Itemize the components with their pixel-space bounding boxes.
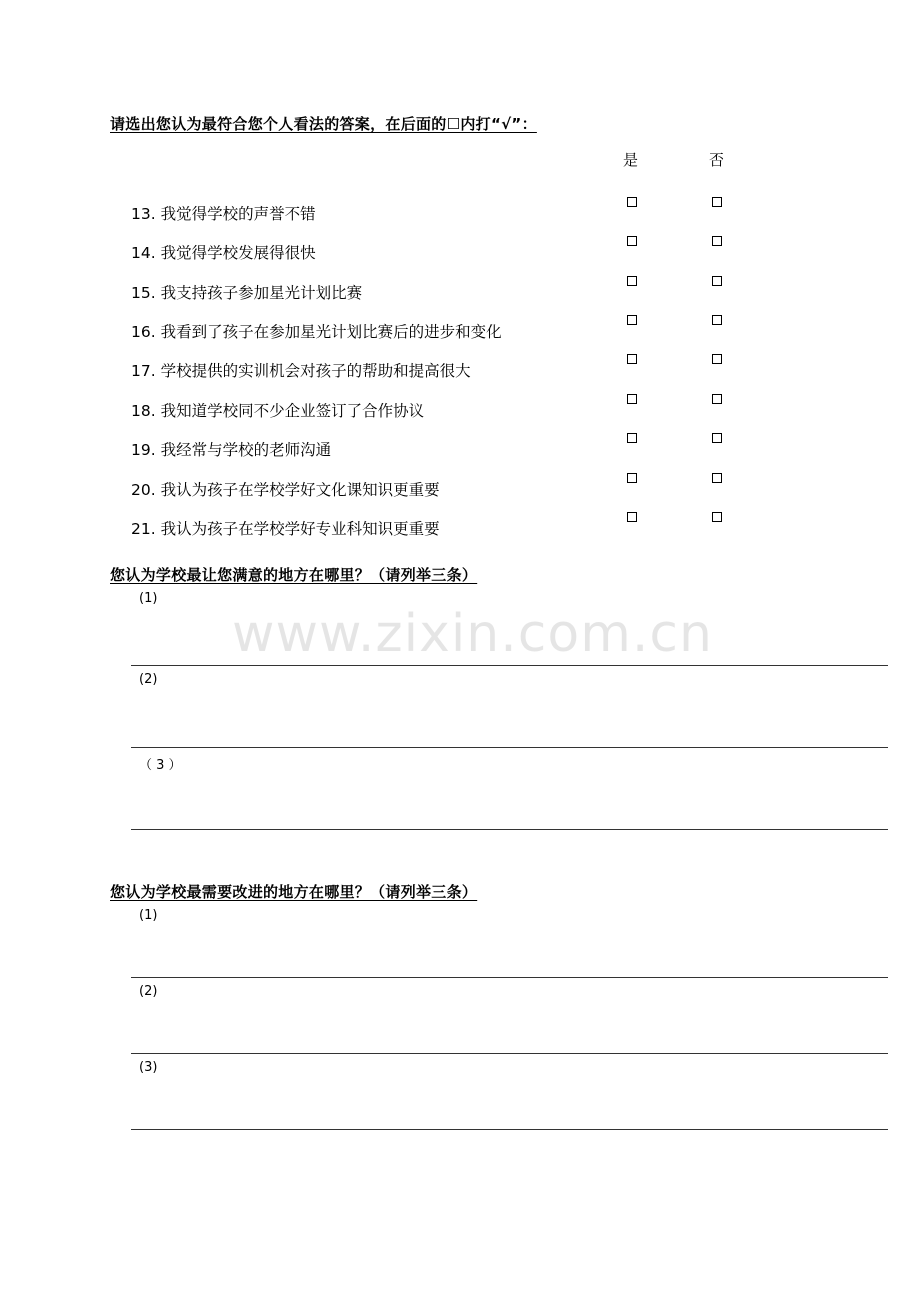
no-checkbox[interactable] (712, 197, 722, 207)
no-checkbox[interactable] (712, 394, 722, 404)
question-text: 21. 我认为孩子在学校学好专业科知识更重要 (131, 520, 440, 538)
yes-checkbox[interactable] (627, 236, 637, 246)
no-checkbox[interactable] (712, 276, 722, 286)
instruction-heading: 请选出您认为最符合您个人看法的答案，在后面的☐内打“√”： (110, 115, 537, 133)
satisfaction-heading: 您认为学校最让您满意的地方在哪里？（请列举三条） (110, 566, 478, 584)
satisfaction-item-2-label: (2) (139, 672, 158, 687)
question-text: 13. 我觉得学校的声誉不错 (131, 205, 316, 223)
watermark: www.zixin.com.cn (232, 604, 713, 664)
yes-checkbox[interactable] (627, 394, 637, 404)
improvement-item-3-label: (3) (139, 1060, 158, 1075)
improvement-heading: 您认为学校最需要改进的地方在哪里？（请列举三条） (110, 883, 478, 901)
question-text: 14. 我觉得学校发展得很快 (131, 244, 316, 262)
column-yes-header: 是 (623, 151, 639, 169)
question-text: 16. 我看到了孩子在参加星光计划比赛后的进步和变化 (131, 323, 502, 341)
yes-checkbox[interactable] (627, 276, 637, 286)
question-text: 19. 我经常与学校的老师沟通 (131, 441, 332, 459)
satisfaction-item-1-label: (1) (139, 591, 158, 606)
no-checkbox[interactable] (712, 315, 722, 325)
yes-checkbox[interactable] (627, 354, 637, 364)
no-checkbox[interactable] (712, 236, 722, 246)
satisfaction-item-3-label: （ 3 ） (139, 758, 182, 773)
yes-checkbox[interactable] (627, 315, 637, 325)
no-checkbox[interactable] (712, 512, 722, 522)
improvement-item-3-answer-line[interactable] (131, 1129, 888, 1130)
no-checkbox[interactable] (712, 473, 722, 483)
column-no-header: 否 (709, 151, 725, 169)
yes-checkbox[interactable] (627, 197, 637, 207)
question-text: 17. 学校提供的实训机会对孩子的帮助和提高很大 (131, 362, 471, 380)
question-text: 18. 我知道学校同不少企业签订了合作协议 (131, 402, 425, 420)
yes-checkbox[interactable] (627, 473, 637, 483)
yes-checkbox[interactable] (627, 433, 637, 443)
improvement-item-2-label: (2) (139, 984, 158, 999)
improvement-item-1-answer-line[interactable] (131, 977, 888, 978)
no-checkbox[interactable] (712, 354, 722, 364)
yes-checkbox[interactable] (627, 512, 637, 522)
question-text: 20. 我认为孩子在学校学好文化课知识更重要 (131, 481, 440, 499)
satisfaction-item-3-answer-line[interactable] (131, 829, 888, 830)
improvement-item-2-answer-line[interactable] (131, 1053, 888, 1054)
improvement-item-1-label: (1) (139, 908, 158, 923)
question-text: 15. 我支持孩子参加星光计划比赛 (131, 284, 363, 302)
satisfaction-item-2-answer-line[interactable] (131, 747, 888, 748)
no-checkbox[interactable] (712, 433, 722, 443)
satisfaction-item-1-answer-line[interactable] (131, 665, 888, 666)
